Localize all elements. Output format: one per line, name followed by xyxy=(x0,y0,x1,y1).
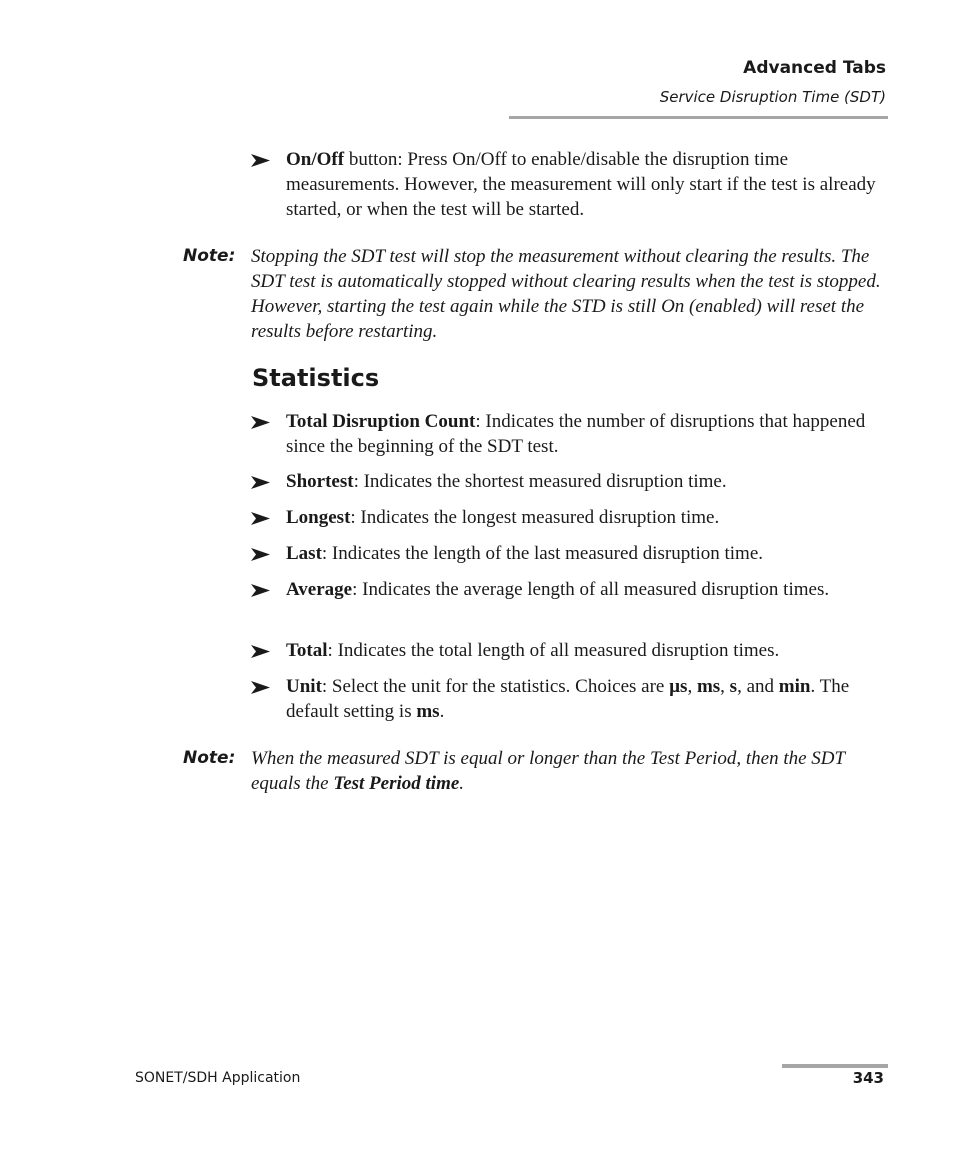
arrow-bullet-icon xyxy=(251,577,271,602)
note-block xyxy=(183,244,891,344)
footer-document-title: SONET/SDH Application xyxy=(135,1070,301,1086)
arrow-bullet-icon xyxy=(251,505,271,530)
bullet-term: Longest xyxy=(286,507,351,528)
bullet-term: Average xyxy=(286,579,353,600)
bullet-text: : Indicates the number of disruptions that happened since the beginning of the SDT test. xyxy=(286,411,866,457)
arrow-bullet-icon xyxy=(251,469,271,494)
header-rule xyxy=(509,116,888,119)
default-unit: ms xyxy=(416,701,440,722)
unit-choice-s: s xyxy=(729,676,738,697)
list-item xyxy=(251,674,891,724)
note-label: Note: xyxy=(183,748,236,768)
arrow-bullet-icon xyxy=(251,409,271,434)
bullet-text: : Indicates the longest measured disruption time. xyxy=(350,507,720,528)
list-item xyxy=(251,147,891,222)
bullet-text: : Indicates the average length of all measured disruption times. xyxy=(352,579,830,600)
unit-choice-min: min xyxy=(778,676,811,697)
unit-choice-ms: ms xyxy=(696,676,721,697)
arrow-bullet-icon xyxy=(251,638,271,663)
bullet-term: Shortest xyxy=(286,471,354,492)
bullet-text: : Indicates the length of the last measured disruption time. xyxy=(321,543,764,564)
arrow-bullet-icon xyxy=(251,147,271,172)
bullet-text: : Indicates the shortest measured disruption time. xyxy=(353,471,727,492)
separator: , and xyxy=(737,676,779,697)
bullet-text: button: Press On/Off to enable/disable the disruption time measurements. However, the measurement will only start if the test is already started, or when the test will be started. xyxy=(286,149,876,220)
bullet-term: Last xyxy=(286,543,322,564)
arrow-bullet-icon xyxy=(251,674,271,699)
list-item xyxy=(251,409,891,459)
page-number: 343 xyxy=(852,1069,884,1087)
list-item xyxy=(251,469,891,494)
sentence-end: . xyxy=(459,773,465,794)
bullet-term: Total xyxy=(286,640,328,661)
separator: , xyxy=(720,676,730,697)
sentence-end: . xyxy=(439,701,445,722)
list-item xyxy=(251,541,891,566)
bullet-text: : Select the unit for the statistics. Choices are xyxy=(321,676,670,697)
section-heading: Statistics xyxy=(252,364,380,392)
bullet-text: . The default setting is xyxy=(286,676,850,722)
running-header-title: Advanced Tabs xyxy=(743,58,886,78)
unit-choice-us: µs xyxy=(669,676,688,697)
running-header-subtitle: Service Disruption Time (SDT) xyxy=(659,88,886,106)
bullet-text: : Indicates the total length of all measured disruption times. xyxy=(327,640,780,661)
note-label: Note: xyxy=(183,246,236,266)
list-item xyxy=(251,577,891,602)
list-item xyxy=(251,505,891,530)
note-text: Stopping the SDT test will stop the measurement without clearing the results. The SDT test is automatically stopped without clearing results when the test is stopped. However, starting the test again while the STD is still On (enabled) will reset the results before restarting. xyxy=(251,246,881,342)
arrow-bullet-icon xyxy=(251,541,271,566)
list-item xyxy=(251,638,891,663)
footer-rule xyxy=(782,1064,888,1068)
bullet-term: Unit xyxy=(286,676,322,697)
note-emphasis: Test Period time xyxy=(333,773,460,794)
separator: , xyxy=(687,676,697,697)
note-block xyxy=(183,746,891,796)
note-text: When the measured SDT is equal or longer than the Test Period, then the SDT equals the xyxy=(251,748,845,794)
bullet-term: On/Off xyxy=(286,149,345,170)
bullet-term: Total Disruption Count xyxy=(286,411,476,432)
